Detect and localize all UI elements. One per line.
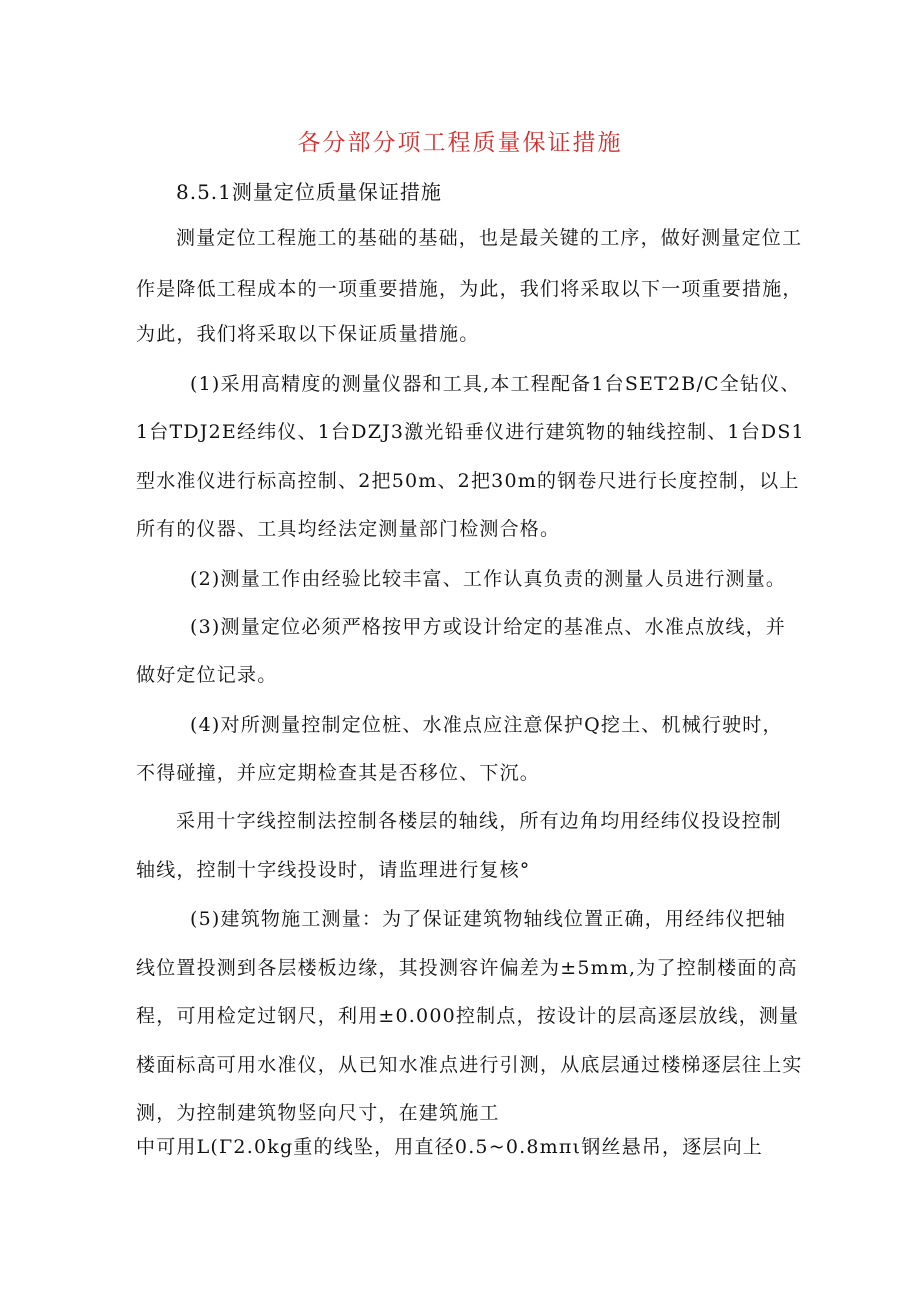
paragraph-line: 型水准仪进行标高控制、2把50m、2把30m的钢卷尺进行长度控制，以上 [136, 470, 800, 492]
paragraph-line: 做好定位记录。 [136, 664, 278, 686]
paragraph-line: 中可用L(Γ2.0kg重的线坠，用直径0.5~0.8mπι钢丝悬吊，逐层向上 [136, 1136, 764, 1158]
paragraph-line: 作是降低工程成本的一项重要措施，为此，我们将采取以下一项重要措施， [136, 278, 803, 300]
paragraph-line: (5)建筑物施工测量：为了保证建筑物轴线位置正确，用经纬仪把轴 [190, 908, 787, 930]
paragraph-line: 线位置投测到各层楼板边缘，其投测容许偏差为±5mm,为了控制楼面的高 [136, 957, 798, 979]
section-heading: 8.5.1测量定位质量保证措施 [176, 180, 442, 204]
paragraph-line: 不得碰撞，并应定期检查其是否移位、下沉。 [136, 762, 541, 784]
paragraph-line: (3)测量定位必须严格按甲方或设计给定的基准点、水准点放线，并 [190, 616, 787, 638]
paragraph-line: 采用十字线控制法控制各楼层的轴线，所有边角均用经纬仪投设控制 [176, 810, 783, 832]
paragraph-line: (2)测量工作由经验比较丰富、工作认真负责的测量人员进行测量。 [190, 568, 787, 590]
paragraph-line: 所有的仪器、工具均经法定测量部门检测合格。 [136, 518, 561, 540]
paragraph-line: (1)采用高精度的测量仪器和工具,本工程配备1台SET2B/C全钻仪、 [190, 373, 801, 395]
paragraph-line: 轴线，控制十字线投设时，请监理进行复核° [136, 859, 531, 881]
page-title: 各分部分项工程质量保证措施 [297, 130, 623, 156]
paragraph-line: 程，可用检定过钢尺，利用±0.000控制点，按设计的层高逐层放线，测量 [136, 1005, 800, 1027]
paragraph-line: (4)对所测量控制定位桩、水准点应注意保护Q挖土、机械行驶时， [190, 714, 783, 736]
paragraph-line: 为此，我们将采取以下保证质量措施。 [136, 323, 480, 345]
paragraph-line: 楼面标高可用水准仪，从已知水准点进行引测，从底层通过楼梯逐层往上实 [136, 1054, 803, 1076]
paragraph-line: 测量定位工程施工的基础的基础，也是最关键的工序，做好测量定位工 [176, 227, 803, 249]
paragraph-line: 1台TDJ2E经纬仪、1台DZJ3激光铅垂仪进行建筑物的轴线控制、1台DS1 [136, 421, 805, 443]
paragraph-line: 测，为控制建筑物竖向尺寸，在建筑施工 [136, 1102, 500, 1124]
